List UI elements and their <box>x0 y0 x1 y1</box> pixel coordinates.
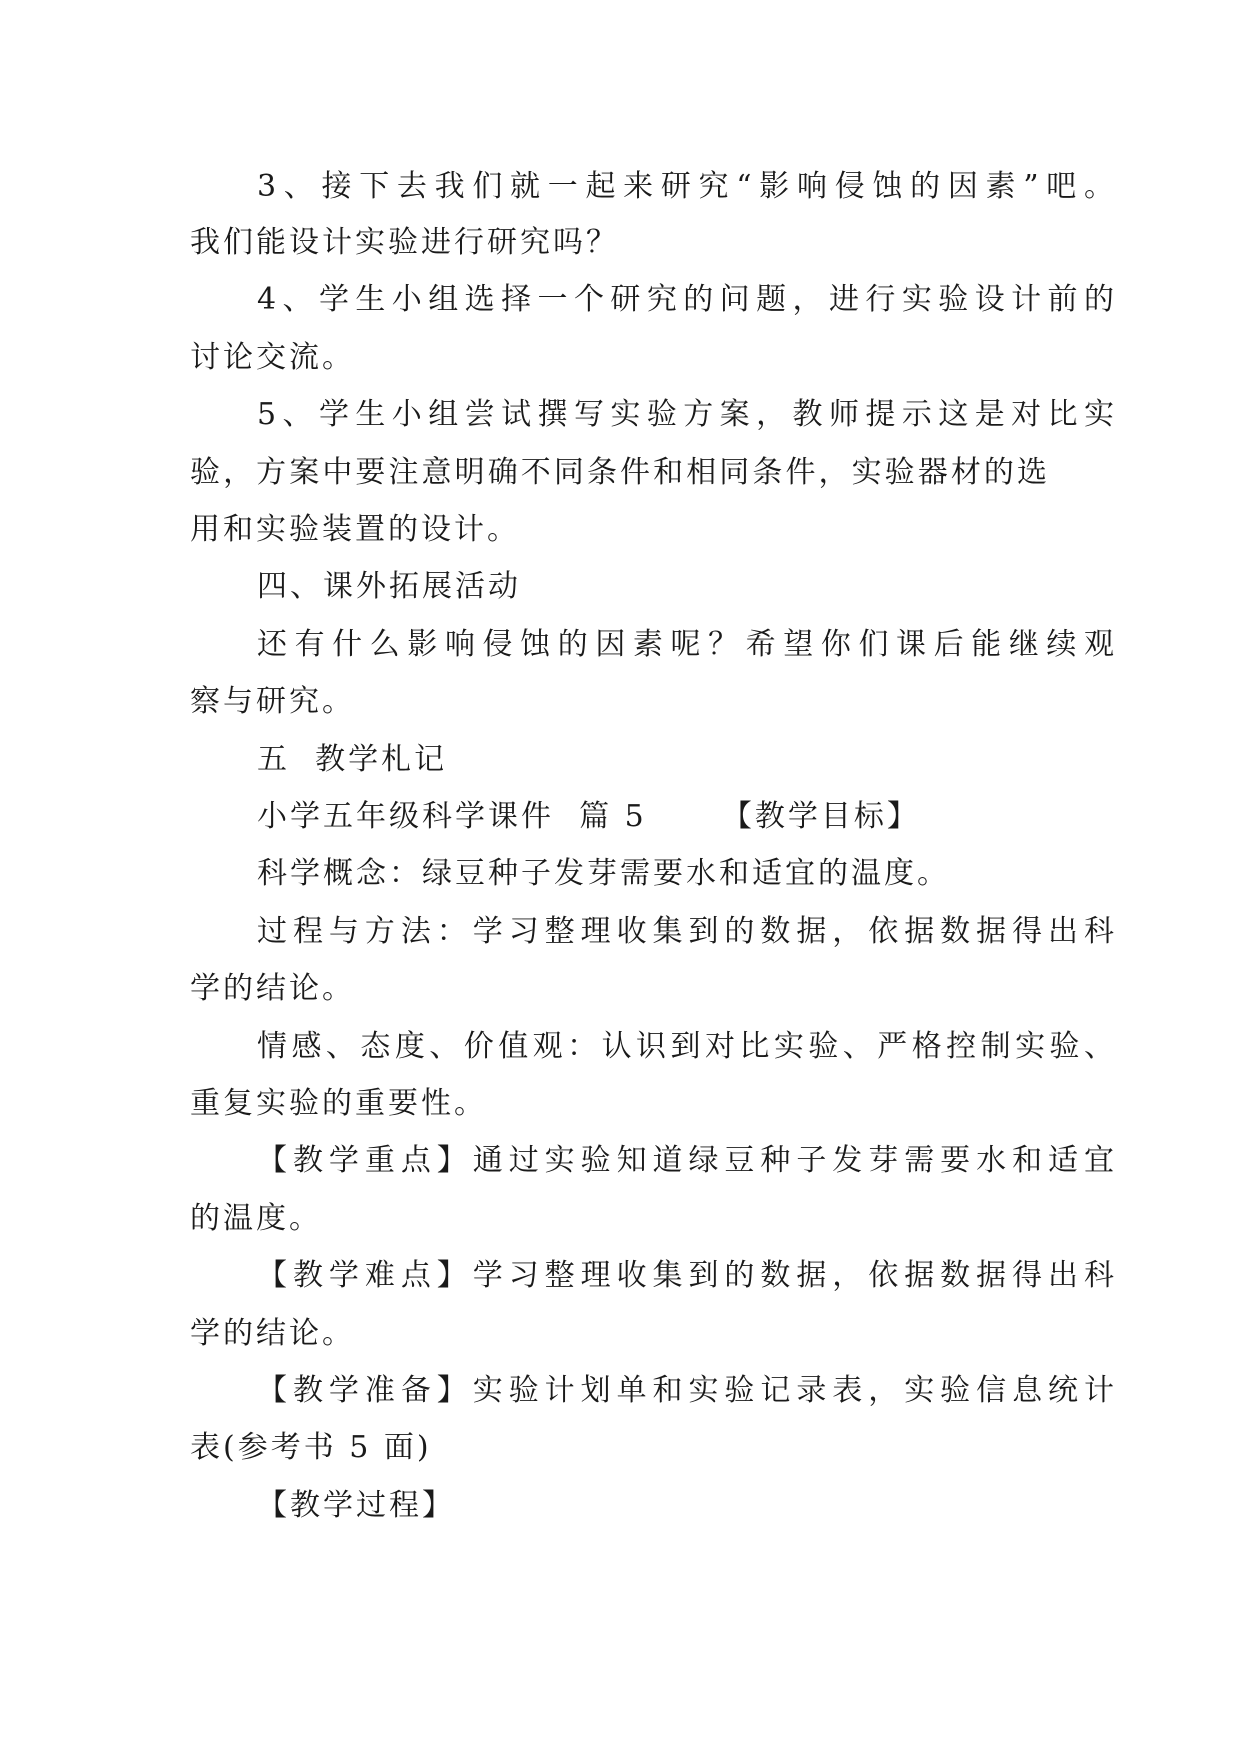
paragraph-line: 重复实验的重要性。 <box>190 1086 487 1121</box>
paragraph-line: 过程与方法：学习整理收集到的数据，依据数据得出科 <box>257 914 1117 949</box>
paragraph-line: 察与研究。 <box>190 684 355 719</box>
paragraph-line: 4、学生小组选择一个研究的问题，进行实验设计前的 <box>257 282 1117 317</box>
paragraph-line: 的温度。 <box>190 1201 322 1236</box>
section-heading: 小学五年级科学课件 篇 5 【教学目标】 <box>257 799 920 834</box>
paragraph-line: 科学概念：绿豆种子发芽需要水和适宜的温度。 <box>257 856 950 891</box>
paragraph-line: 讨论交流。 <box>190 340 355 375</box>
paragraph-line: 情感、态度、价值观：认识到对比实验、严格控制实验、 <box>257 1029 1117 1064</box>
paragraph-line: 学的结论。 <box>190 1316 355 1351</box>
section-heading: 四、课外拓展活动 <box>257 569 521 604</box>
paragraph-line: 【教学重点】通过实验知道绿豆种子发芽需要水和适宜 <box>257 1143 1117 1178</box>
paragraph-line: 还有什么影响侵蚀的因素呢？希望你们课后能继续观 <box>257 627 1117 662</box>
paragraph-line: 【教学难点】学习整理收集到的数据，依据数据得出科 <box>257 1258 1117 1293</box>
paragraph-line: 3、接下去我们就一起来研究“影响侵蚀的因素”吧。 <box>257 169 1117 204</box>
paragraph-line: 用和实验装置的设计。 <box>190 512 520 547</box>
paragraph-line: 验，方案中要注意明确不同条件和相同条件，实验器材的选 <box>190 455 1050 490</box>
paragraph-line: 5、学生小组尝试撰写实验方案，教师提示这是对比实 <box>257 397 1117 432</box>
paragraph-line: 学的结论。 <box>190 971 355 1006</box>
section-heading: 【教学过程】 <box>257 1488 455 1523</box>
paragraph-line: 我们能设计实验进行研究吗？ <box>190 225 619 260</box>
paragraph-line: 【教学准备】实验计划单和实验记录表，实验信息统计 <box>257 1373 1117 1408</box>
section-heading: 五 教学札记 <box>257 742 448 777</box>
paragraph-line: 表(参考书 5 面) <box>190 1430 432 1465</box>
